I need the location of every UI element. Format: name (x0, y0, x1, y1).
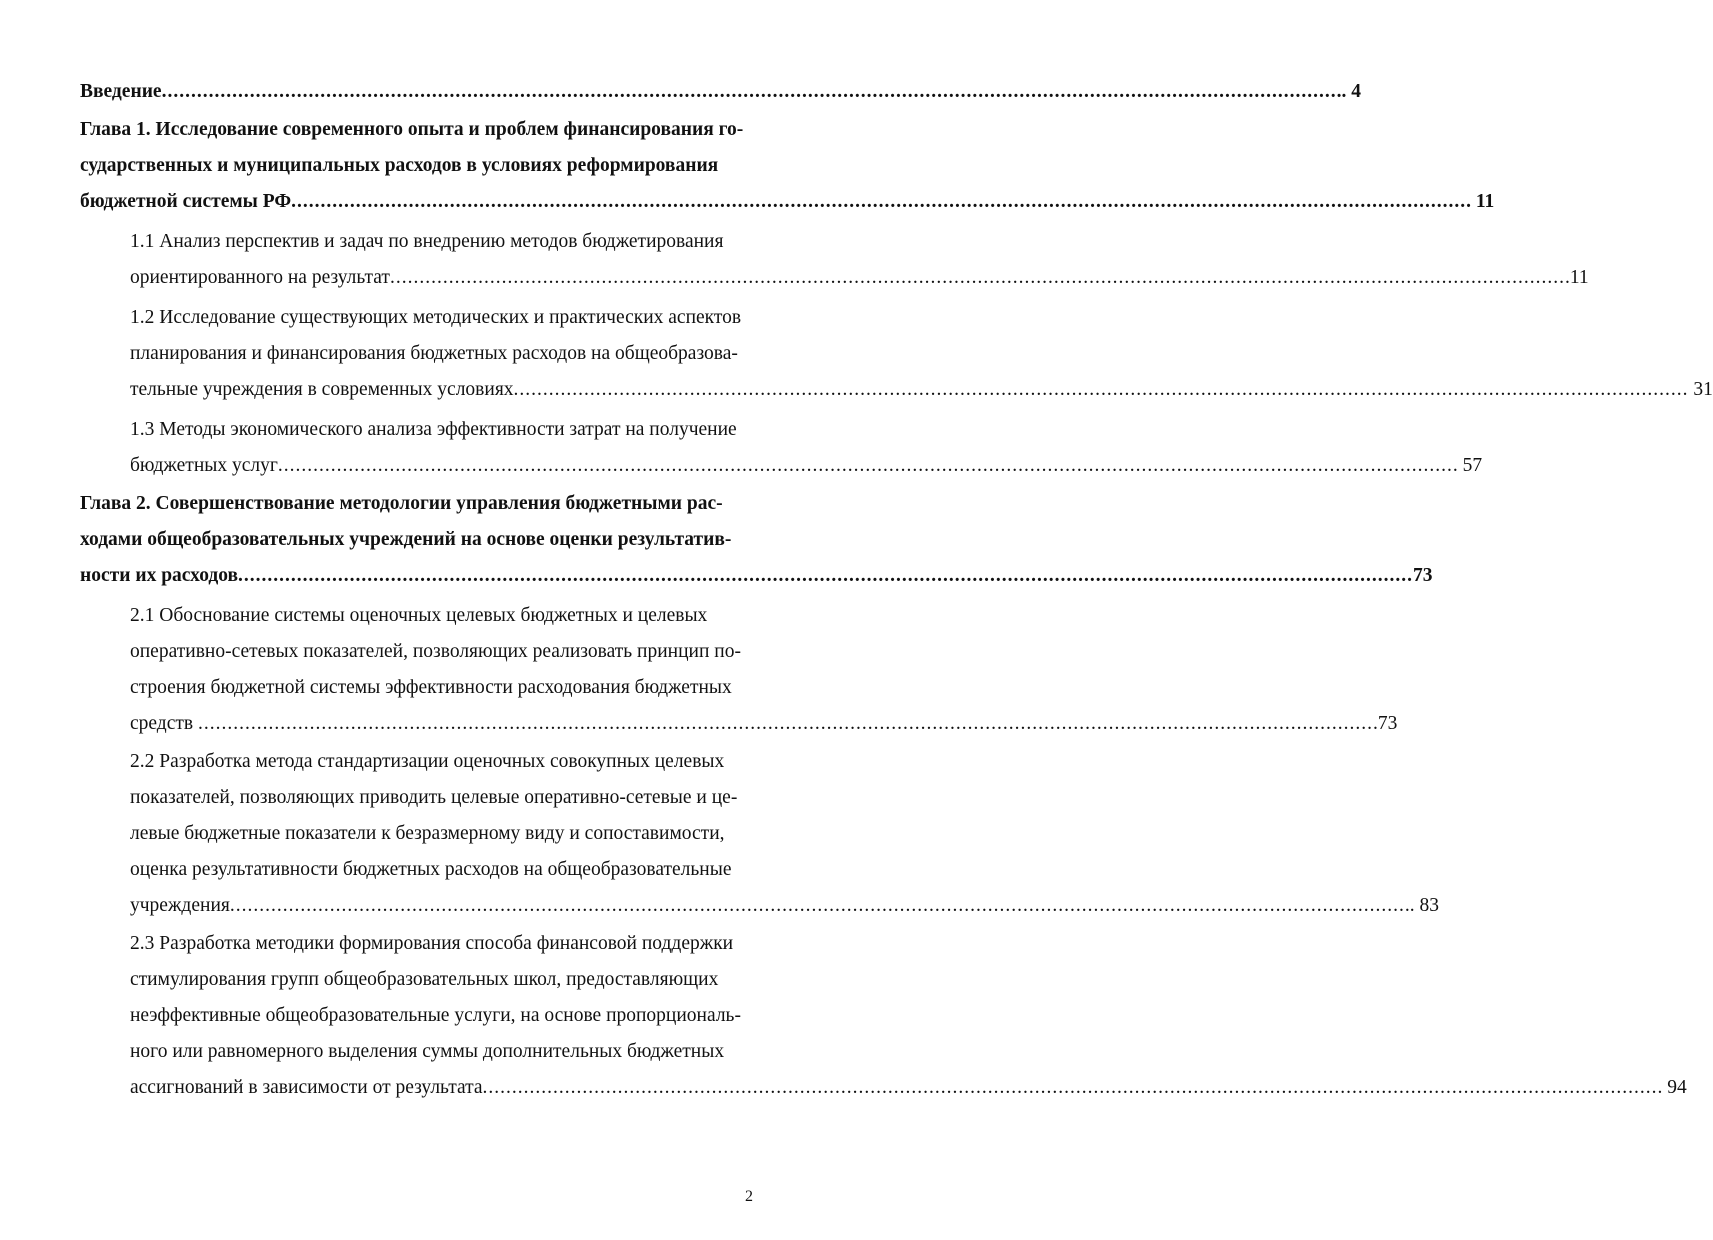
toc-line: Глава 1. Исследование современного опыта и проблем финансирования го- (80, 119, 744, 140)
toc-page-number: .. 4 (1336, 81, 1361, 102)
toc-line: 2.1 Обоснование системы оценочных целевых бюджетных и целевых (130, 605, 708, 626)
toc-entry-title: ности их расходов (80, 565, 239, 586)
toc-page-number: . 57 (1452, 455, 1483, 476)
toc-line: планирования и финансирования бюджетных расходов на общеобразова- (130, 343, 738, 364)
toc-line: 1.2 Исследование существующих методических и практических аспектов (130, 307, 742, 328)
toc-line: показателей, позволяющих приводить целевые оперативно-сетевые и це- (130, 787, 738, 808)
dot-leader: ........................................................................................................................................................................................................ (197, 713, 1373, 734)
toc-line: оценка результативности бюджетных расходов на общеобразовательные (130, 859, 732, 880)
toc-page-number: .11 (1564, 267, 1589, 288)
dot-leader: ........................................................................................................................................................................................................ (482, 1077, 1658, 1098)
toc-entry-title: тельные учреждения в современных условиях (130, 379, 514, 400)
toc-line: 1.1 Анализ перспектив и задач по внедрению методов бюджетирования (130, 231, 724, 252)
toc-line: ного или равномерного выделения суммы дополнительных бюджетных (130, 1041, 725, 1062)
dot-leader: ........................................................................................................................................................................................................ (389, 267, 1565, 288)
toc-entry-title: бюджетных услуг (130, 455, 278, 476)
toc-entry-title: ассигнований в зависимости от результата (130, 1077, 483, 1098)
toc-line: 2.3 Разработка методики формирования способа финансовой поддержки (130, 933, 734, 954)
toc-line: Глава 2. Совершенствование методологии управления бюджетными рас- (80, 493, 723, 514)
toc-entry-title: средств (130, 713, 198, 734)
toc-line: левые бюджетные показатели к безразмерному виду и сопоставимости, (130, 823, 725, 844)
toc-page-number: 31 (1688, 379, 1713, 400)
toc-page-number: 73 (1413, 565, 1433, 586)
toc-entry-section-1-1[interactable] (130, 224, 1589, 296)
toc-line: стимулирования групп общеобразовательных школ, предоставляющих (130, 969, 719, 990)
toc-line: ходами общеобразовательных учреждений на основе оценки результатив- (80, 529, 732, 550)
toc-entry-chapter-1[interactable] (80, 112, 1495, 220)
toc-entry-title: бюджетной системы РФ (80, 191, 292, 212)
toc-entry-title: ориентированного на результат (130, 267, 390, 288)
dot-leader: ........................................................................................................................................................................................................ (238, 565, 1414, 586)
toc-page-number: . 94 (1657, 1077, 1687, 1098)
toc-line: сударственных и муниципальных расходов в условиях реформирования (80, 155, 719, 176)
dot-leader: ........................................................................................................................................................................................................ (229, 895, 1405, 916)
toc-line: оперативно-сетевых показателей, позволяющих реализовать принцип по- (130, 641, 741, 662)
toc-entry-section-2-2[interactable] (130, 744, 1439, 924)
toc-entry-section-1-3[interactable] (130, 412, 1483, 484)
toc-entry-title: Введение (80, 81, 162, 102)
toc-page-number: .73 (1372, 713, 1398, 734)
toc-entry-intro[interactable] (80, 74, 1361, 110)
toc-line: 2.2 Разработка метода стандартизации оценочных совокупных целевых (130, 751, 725, 772)
page-number: 2 (745, 1188, 753, 1205)
toc-entry-section-1-2[interactable] (130, 300, 1713, 408)
toc-entry-section-2-1[interactable] (130, 598, 1398, 742)
toc-entry-title: учреждения (130, 895, 230, 916)
toc-page-number: .. 83 (1404, 895, 1439, 916)
dot-leader: ........................................................................................................................................................................................................ (277, 455, 1453, 476)
toc-entry-section-2-3[interactable] (130, 926, 1687, 1106)
toc-line: неэффективные общеобразовательные услуги, на основе пропорциональ- (130, 1005, 741, 1026)
dot-leader: ........................................................................................................................................................................................................ (513, 379, 1689, 400)
table-of-contents (80, 74, 1713, 1106)
toc-line: строения бюджетной системы эффективности расходования бюджетных (130, 677, 732, 698)
toc-page-number: . 11 (1466, 191, 1495, 212)
dot-leader: ........................................................................................................................................................................................................ (291, 191, 1467, 212)
toc-line: 1.3 Методы экономического анализа эффективности затрат на получение (130, 419, 737, 440)
toc-entry-chapter-2[interactable] (80, 486, 1433, 594)
dot-leader: ........................................................................................................................................................................................................ (161, 81, 1337, 102)
